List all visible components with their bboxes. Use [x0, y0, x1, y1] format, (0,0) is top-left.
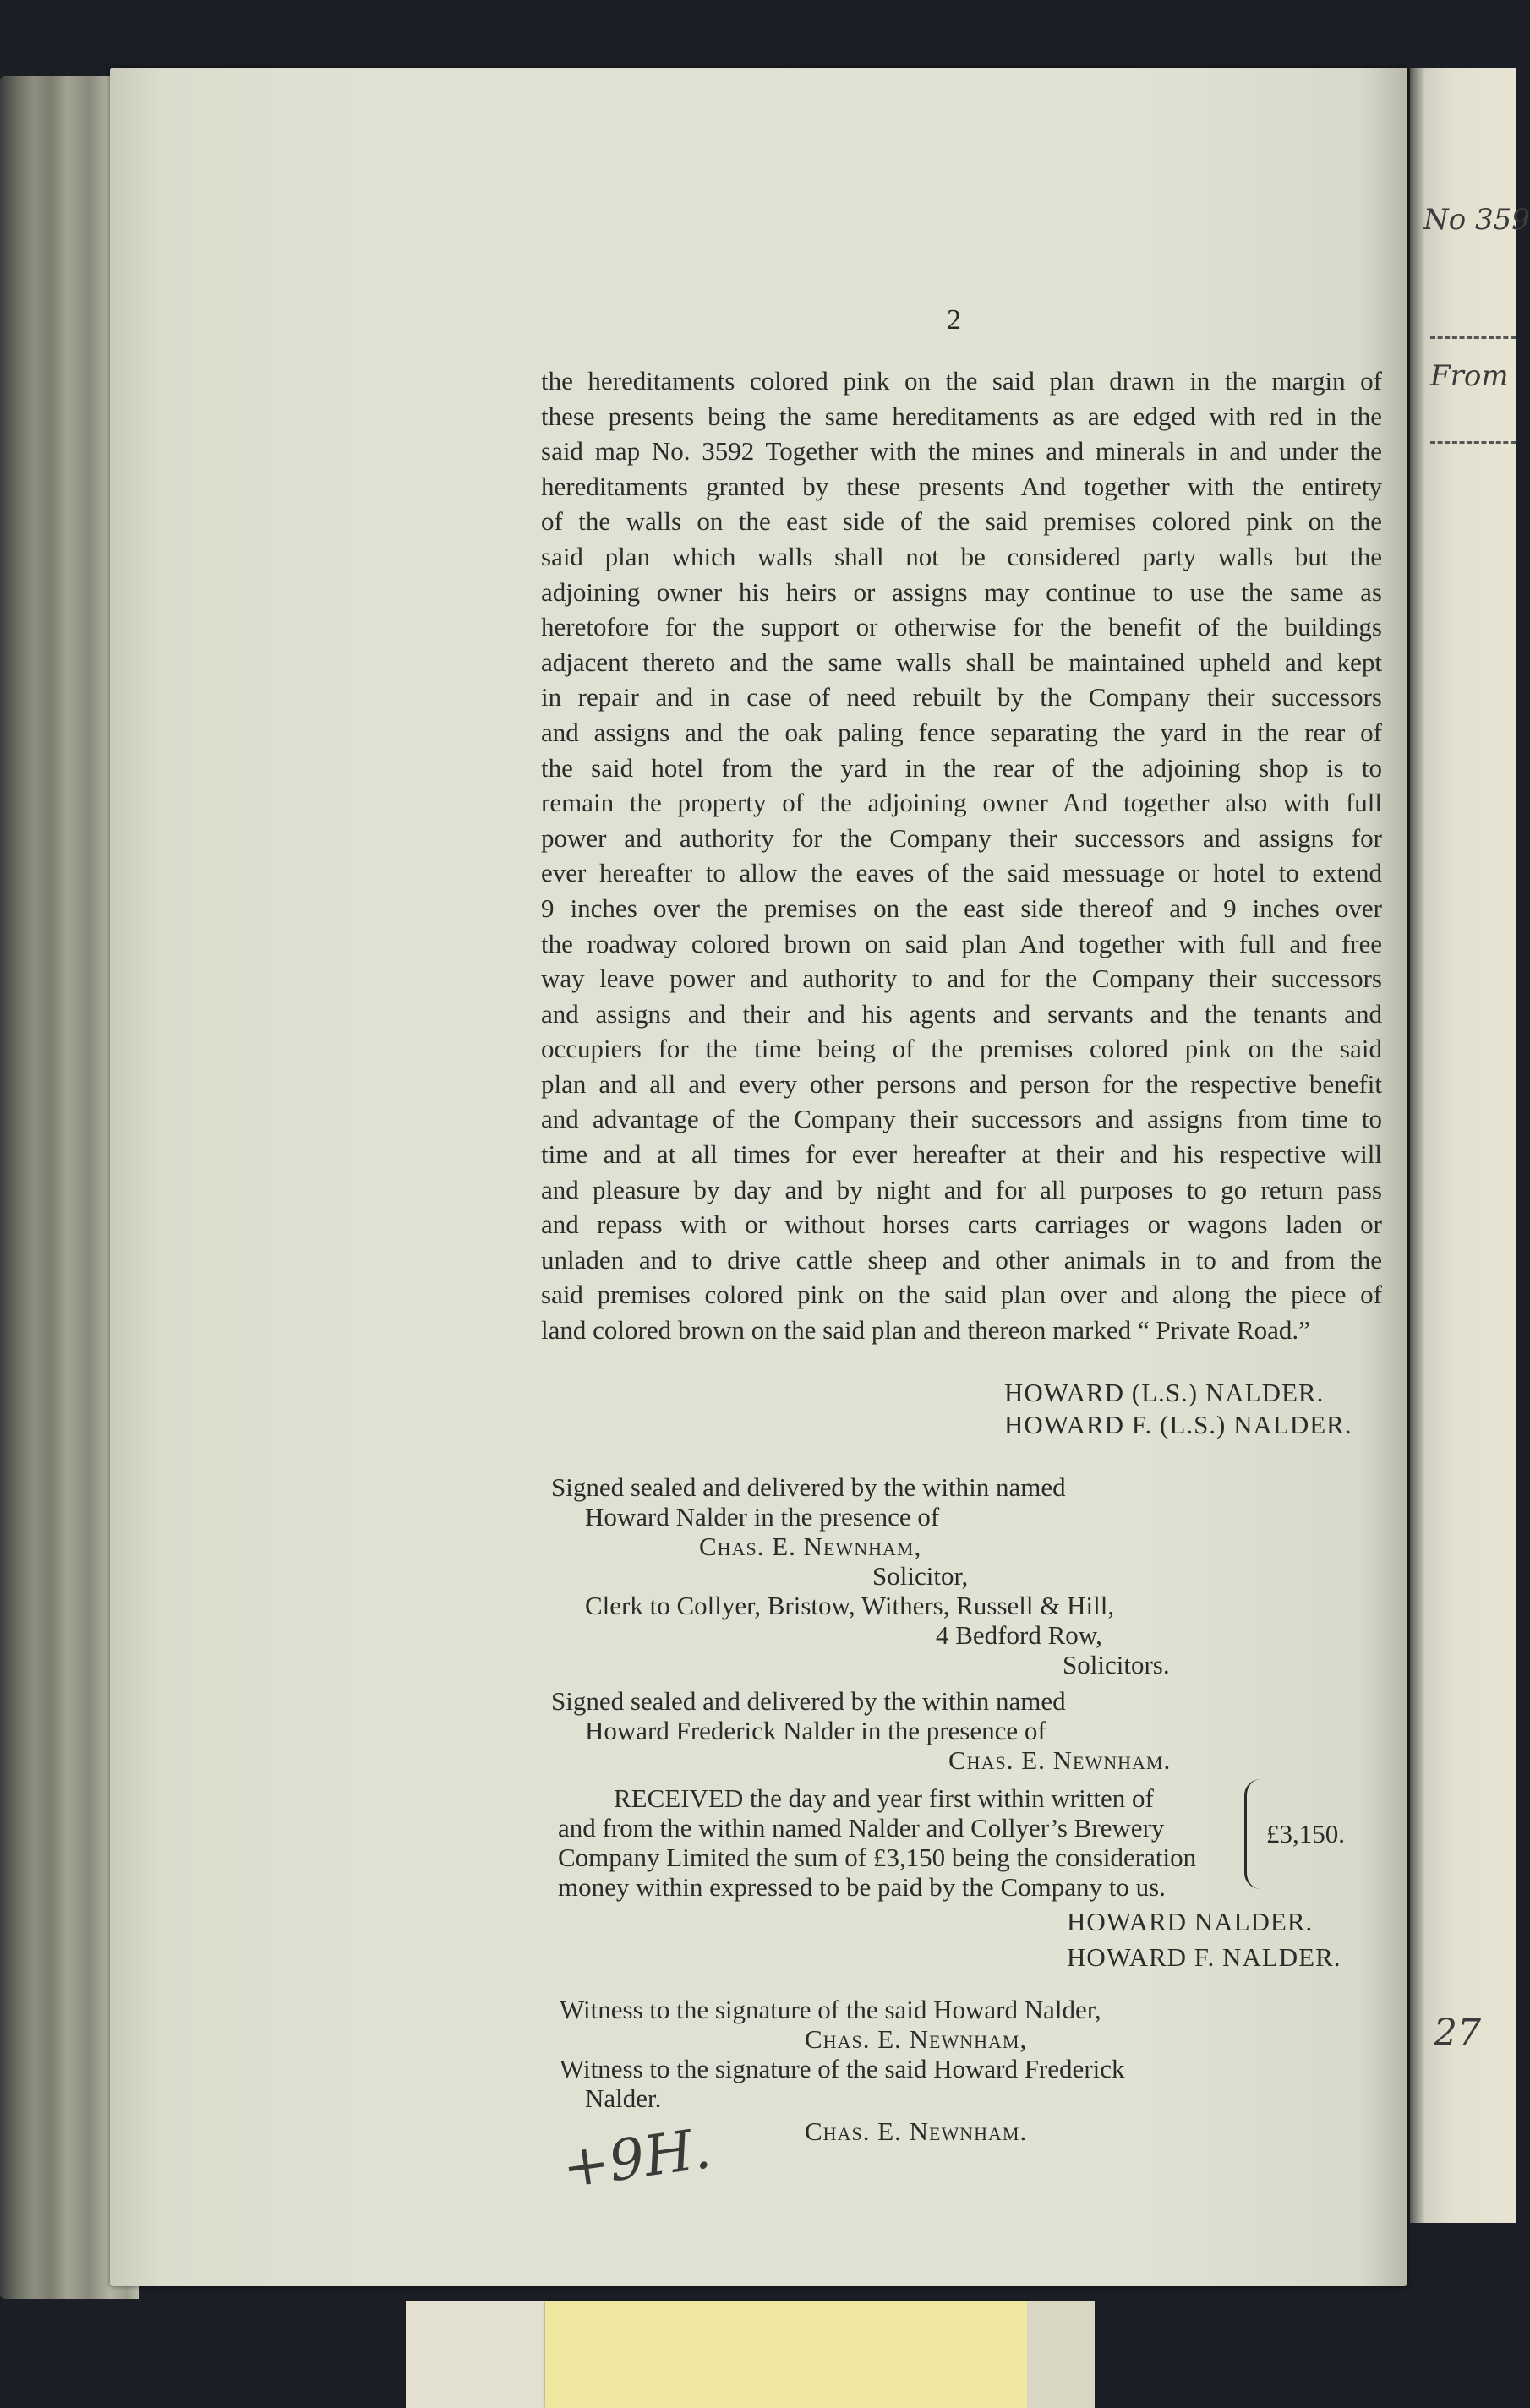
- body-line: adjoining owner his heirs or assigns may continue to use the same as: [541, 576, 1382, 607]
- witness-sig-line-2: Witness to the signature of the said Howard Frederick: [560, 2054, 1125, 2083]
- witness-sig-line-1: Witness to the signature of the said Howard Nalder,: [560, 1995, 1101, 2024]
- receipt-brace: [1244, 1779, 1260, 1889]
- receipt-signature-2: HOWARD F. NALDER.: [1067, 1942, 1341, 1972]
- body-line: the hereditaments colored pink on the said plan drawn in the margin of: [541, 366, 1382, 396]
- witness-2-line-1: Signed sealed and delivered by the within named: [551, 1686, 1066, 1716]
- body-line: and advantage of the Company their successors and assigns from time to: [541, 1104, 1382, 1134]
- body-line: and assigns and the oak paling fence separating the yard in the rear of: [541, 717, 1382, 747]
- witness-1-role: Solicitor,: [872, 1561, 969, 1591]
- body-line: the roadway colored brown on said plan And together with full and free: [541, 928, 1382, 958]
- witness-1-address: 4 Bedford Row,: [936, 1620, 1102, 1650]
- body-line: heretofore for the support or otherwise for the benefit of the buildings: [541, 612, 1382, 642]
- witness-sig-line-3: Nalder.: [585, 2083, 662, 2113]
- body-line: said plan which walls shall not be considered party walls but the: [541, 541, 1382, 571]
- body-line: adjacent thereto and the same walls shall be maintained upheld and kept: [541, 647, 1382, 677]
- body-line: hereditaments granted by these presents And together with the entirety: [541, 471, 1382, 501]
- body-line: said premises colored pink on the said plan over and along the piece of: [541, 1280, 1382, 1310]
- margin-rule: [1430, 336, 1516, 339]
- witness-signatures-block: [560, 1995, 1125, 2146]
- page-tab-left: [406, 2301, 549, 2408]
- body-line: ever hereafter to allow the eaves of the said messuage or hotel to extend: [541, 858, 1382, 888]
- body-line: power and authority for the Company their successors and assigns for: [541, 822, 1382, 853]
- witness-1-firm: Clerk to Collyer, Bristow, Withers, Russell & Hill,: [585, 1591, 1115, 1620]
- body-line: of the walls on the east side of the said premises colored pink on the: [541, 506, 1382, 537]
- witness-sig-name-1: Chas. E. Newnham,: [805, 2024, 1028, 2054]
- receipt-line-3: Company Limited the sum of £3,150 being the consideration: [558, 1843, 1197, 1872]
- body-paragraph: [541, 363, 1382, 1348]
- witness-2-line-2: Howard Frederick Nalder in the presence of: [585, 1716, 1046, 1745]
- margin-note-from: From: [1430, 359, 1509, 393]
- witness-block-2: [551, 1686, 1171, 1775]
- body-line: 9 inches over the premises on the east side thereof and 9 inches over: [541, 893, 1382, 923]
- body-line: way leave power and authority to and for the Company their successors: [541, 964, 1382, 994]
- body-line: remain the property of the adjoining owner And together also with full: [541, 788, 1382, 818]
- witness-sig-name-2: Chas. E. Newnham.: [805, 2116, 1028, 2146]
- body-line: and assigns and their and his agents and servants and the tenants and: [541, 998, 1382, 1029]
- body-line: in repair and in case of need rebuilt by the Company their successors: [541, 682, 1382, 713]
- receipt-line-1: RECEIVED the day and year first within written of: [614, 1783, 1154, 1813]
- margin-note-lower: 27: [1434, 2012, 1481, 2055]
- body-line: these presents being the same hereditaments as are edged with red in the: [541, 401, 1382, 431]
- page-tab-right: [1027, 2301, 1095, 2408]
- handwritten-initials: +9H.: [558, 2116, 715, 2201]
- receipt-amount: £3,150.: [1266, 1819, 1345, 1848]
- body-line: time and at all times for ever hereafter at their and his respective will: [541, 1139, 1382, 1170]
- witness-1-line-1: Signed sealed and delivered by the within named: [551, 1472, 1066, 1502]
- page-number: 2: [947, 304, 961, 336]
- witness-2-name: Chas. E. Newnham.: [948, 1745, 1172, 1775]
- body-line: and repass with or without horses carts carriages or wagons laden or: [541, 1209, 1382, 1240]
- body-line: the said hotel from the yard in the rear of the adjoining shop is to: [541, 752, 1382, 783]
- witness-block-1: [551, 1472, 1170, 1679]
- receipt-block: [558, 1783, 1196, 1902]
- witness-1-firm-role: Solicitors.: [1063, 1650, 1170, 1679]
- body-line: said map No. 3592 Together with the mines and minerals in and under the: [541, 436, 1382, 467]
- yellow-index-tab: [545, 2301, 1027, 2408]
- signature-line-1: HOWARD (L.S.) NALDER.: [1004, 1378, 1325, 1407]
- receipt-line-4: money within expressed to be paid by the Company to us.: [558, 1872, 1166, 1902]
- witness-1-line-2: Howard Nalder in the presence of: [585, 1502, 940, 1532]
- body-line: land colored brown on the said plan and thereon marked “ Private Road.”: [541, 1315, 1310, 1346]
- body-line: unladen and to drive cattle sheep and other animals in to and from the: [541, 1244, 1382, 1275]
- facing-page-strip: [1410, 68, 1530, 2223]
- receipt-signature-1: HOWARD NALDER.: [1067, 1907, 1314, 1936]
- body-line: occupiers for the time being of the premises colored pink on the said: [541, 1034, 1382, 1064]
- margin-rule: [1430, 441, 1516, 444]
- body-line: plan and all and every other persons and person for the respective benefit: [541, 1068, 1382, 1099]
- body-line: and pleasure by day and by night and for all purposes to go return pass: [541, 1174, 1382, 1204]
- margin-note-number: No 359: [1423, 203, 1530, 237]
- witness-1-name: Chas. E. Newnham,: [699, 1532, 922, 1561]
- signature-line-2: HOWARD F. (L.S.) NALDER.: [1004, 1410, 1352, 1439]
- receipt-line-2: and from the within named Nalder and Collyer’s Brewery: [558, 1813, 1165, 1843]
